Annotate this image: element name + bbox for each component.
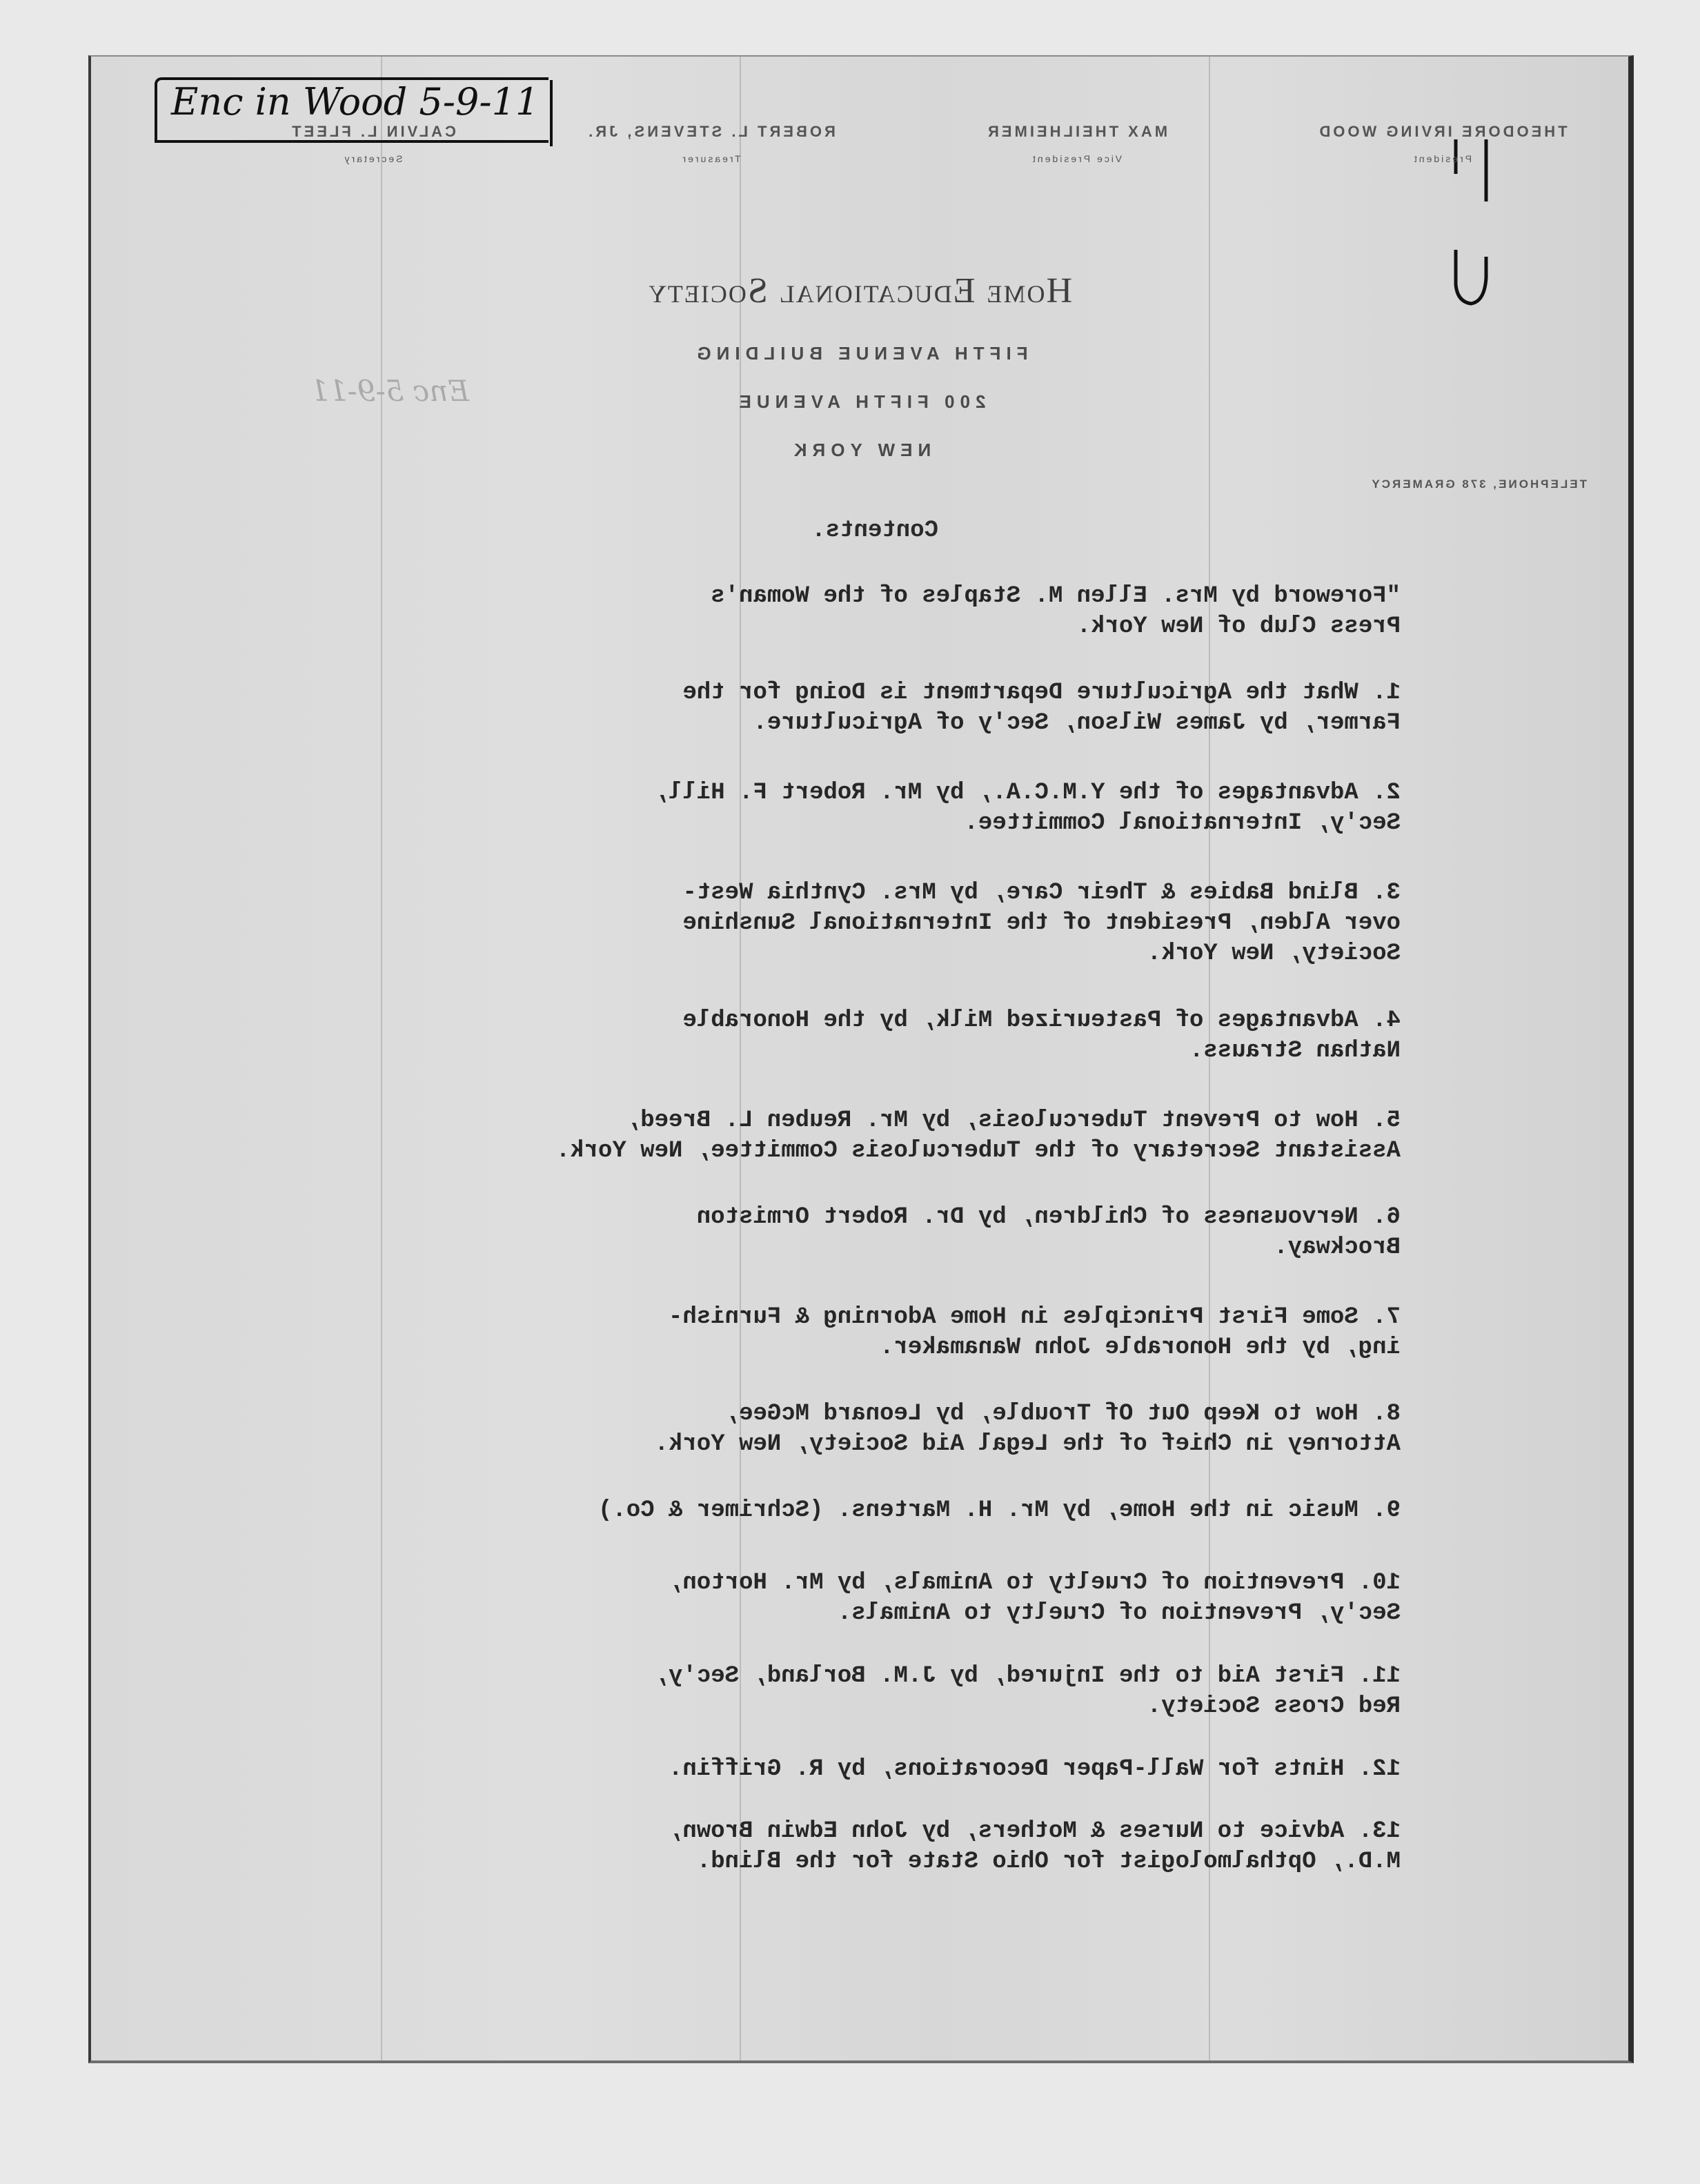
contents-entry-10: 10. Prevention of Cruelty to Animals, by Mr. Horton, Sec'y, Prevention of Cruelty to Animals. (669, 1570, 1401, 1626)
contents-entry-foreword: "Foreword by Mrs. Ellen M. Staples of the Woman's Press Club of New York. (711, 583, 1401, 640)
mirrored-content (91, 57, 1628, 2060)
contents-entry-12: 12. Hints for Wall-Paper Decorations, by R. Griffin. (669, 1756, 1401, 1782)
address-line-1: FIFTH AVENUE BUILDING (691, 343, 1028, 364)
contents-entry-1: 1. What the Agriculture Department is Doing for the Farmer, by James Wilson, Sec'y of Agriculture. (682, 680, 1401, 736)
contents-entry-5: 5. How to Prevent Tuberculosis, by Mr. Reuben L. Breed, Assistant Secretary of the Tuberculosis Committee, New York. (555, 1108, 1401, 1164)
contents-entry-9: 9. Music in the Home, by Mr. H. Martens. (Schrimer & Co.) (598, 1497, 1401, 1524)
officer-treasurer: ROBERT L. STEVENS, JR. Treasurer (586, 123, 836, 164)
contents-entry-13: 13. Advice to Nurses & Mothers, by John Edwin Brown, M.D., Opthalmologist for Ohio State for the Blind. (669, 1818, 1401, 1875)
handwritten-annotation: Enc in Wood 5-9-11 (155, 77, 548, 143)
address-line-3: NEW YORK (788, 440, 931, 460)
officer-vice-president: MAX THEILHEIMER Vice President (985, 123, 1168, 164)
contents-entry-3: 3. Blind Babies & Their Care, by Mrs. Cynthia West- over Alden, President of the International Sunshine Society, New York. (682, 880, 1401, 967)
contents-entry-2: 2. Advantages of the Y.M.C.A., by Mr. Robert F. Hill, Sec'y, International Committee. (654, 780, 1401, 836)
letter-sheet (88, 55, 1634, 2063)
contents-entry-11: 11. First Aid to the Injured, by J.M. Borland, Sec'y, Red Cross Society. (654, 1663, 1401, 1720)
contents-heading: Contents. (811, 518, 938, 544)
contents-entry-6: 6. Nervousness of Children, by Dr. Robert Ormiston Brockway. (696, 1204, 1401, 1261)
contents-entry-8: 8. How to Keep Out Of Trouble, by Leonard McGee, Attorney in Chief of the Legal Aid Society, New York. (654, 1401, 1401, 1457)
officer-president: THEODORE IRVING WOOD President (1316, 123, 1568, 164)
contents-entry-7: 7. Some First Principles in Home Adorning & Furnish- ing, by the Honorable John Wanamaker. (669, 1304, 1401, 1361)
contents-entry-4: 4. Advantages of Pasteurized Milk, by the Honorable Nathan Strauss. (682, 1007, 1401, 1064)
officer-secretary: CALVIN L. FLEET Secretary (289, 123, 456, 164)
organization-name: Home Educational Society (646, 271, 1073, 311)
pencil-annotation: Enc 5-9-11 (310, 374, 469, 408)
address-line-2: 200 FIFTH AVENUE (733, 391, 986, 412)
telephone: TELEPHONE, 378 GRAMERCY (1370, 478, 1587, 491)
